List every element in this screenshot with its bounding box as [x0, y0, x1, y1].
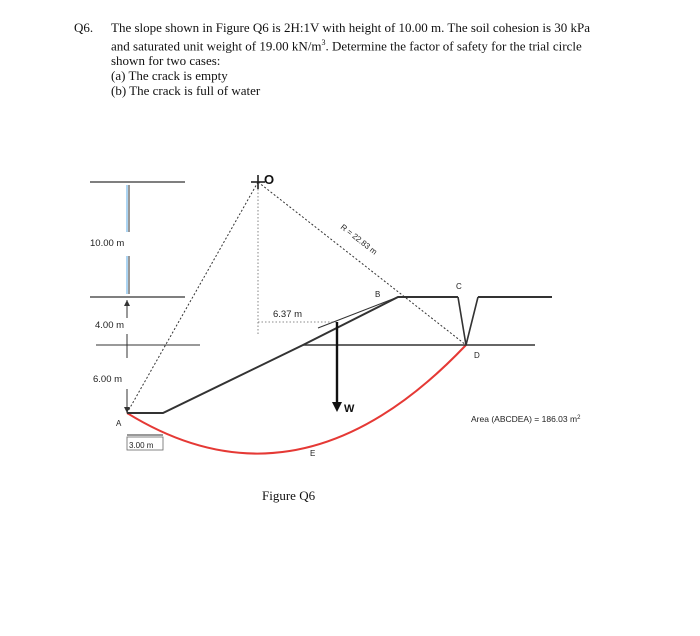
question-number: Q6. — [74, 20, 94, 35]
height-label: 10.00 m — [90, 238, 125, 249]
label-6m: 6.00 m — [93, 374, 123, 385]
question-line-3: shown for two cases: — [111, 53, 221, 69]
point-e-label: E — [310, 449, 316, 458]
point-a-label: A — [116, 419, 122, 428]
slice-line — [318, 297, 398, 328]
point-d-label: D — [474, 351, 480, 360]
point-c-label: C — [456, 282, 462, 291]
area-superscript: 2 — [577, 415, 581, 421]
question-line-2-end: . Determine the factor of safety for the trial circle — [325, 38, 582, 54]
question-part-a: (a) The crack is empty — [111, 68, 228, 84]
point-b-label: B — [375, 290, 381, 299]
center-label: O — [264, 172, 275, 187]
weight-label: W — [344, 403, 355, 415]
radius-label: R = 22.83 m — [338, 222, 379, 257]
unit-superscript: 3 — [321, 38, 326, 47]
slip-circle-arc — [127, 345, 466, 454]
label-4m: 4.00 m — [95, 320, 125, 331]
question-part-b: (b) The crack is full of water — [111, 83, 261, 99]
area-text: Area (ABCDEA) = 186.03 m — [471, 414, 578, 424]
tension-crack — [458, 297, 478, 345]
weight-arrow-head — [332, 402, 342, 412]
area-label — [471, 414, 581, 424]
arrow-head — [124, 300, 130, 306]
question-line-2-start: and saturated unit weight of 19.00 kN/m — [111, 38, 322, 54]
toe-offset-label: 3.00 m — [129, 441, 154, 450]
figure-caption: Figure Q6 — [262, 488, 316, 503]
question-line-1: The slope shown in Figure Q6 is 2H:1V with height of 10.00 m. The soil cohesion is 30 kPa — [111, 20, 591, 35]
moment-arm-label: 6.37 m — [273, 309, 303, 320]
radius-to-d — [258, 182, 466, 345]
